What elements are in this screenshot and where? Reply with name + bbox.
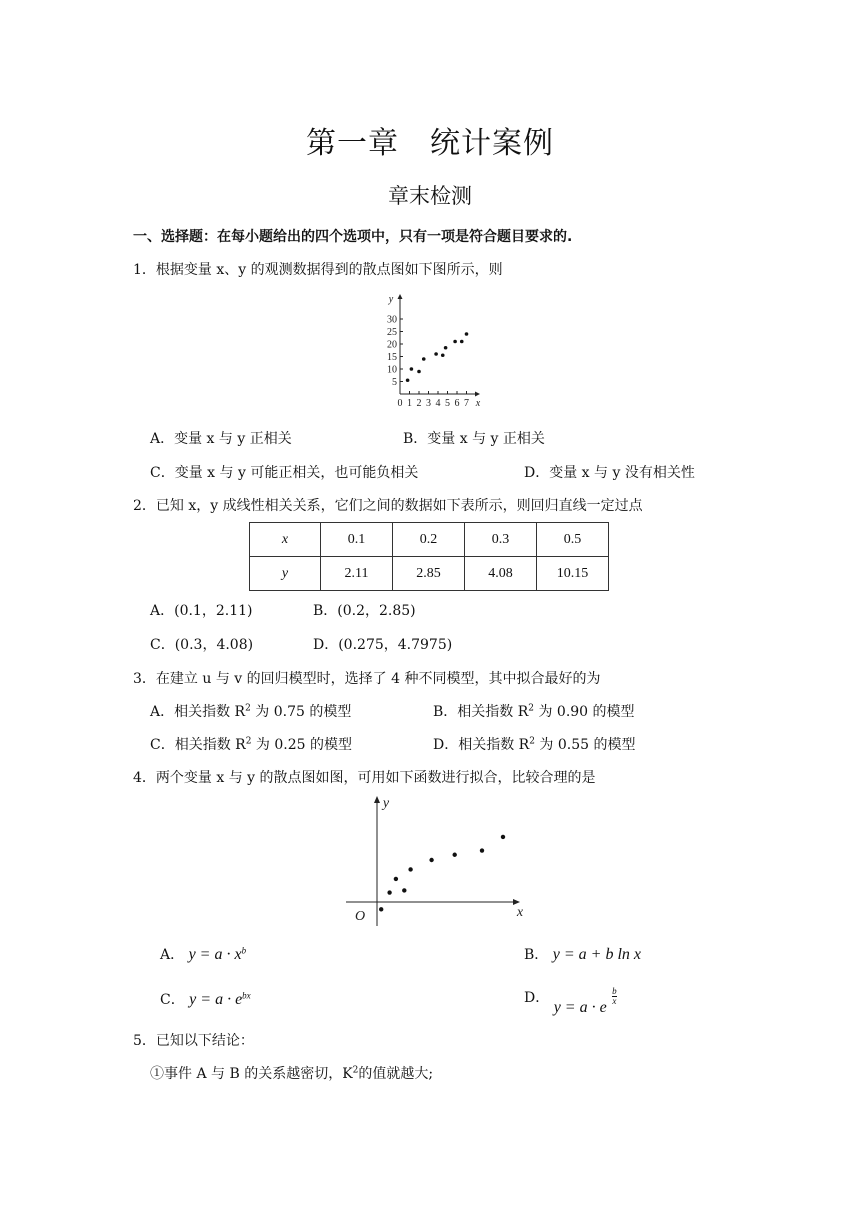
y-axis-arrow xyxy=(374,796,380,803)
data-point xyxy=(434,352,438,356)
x-tick-label: 6 xyxy=(454,398,460,409)
x-axis-label: x xyxy=(475,398,481,409)
x-tick-label: 1 xyxy=(407,398,412,409)
q1-option-d: D．变量 x 与 y 没有相关性 xyxy=(524,465,695,481)
table-cell: y xyxy=(250,557,321,591)
q3-option-a: A．相关指数 $R^2$ 为 0.75 的模型 xyxy=(150,703,352,720)
table-cell: 4.08 xyxy=(465,557,537,591)
y-tick-label: 20 xyxy=(387,339,397,351)
table-cell: 0.1 xyxy=(321,523,393,557)
data-point xyxy=(422,357,426,361)
table-cell: 0.2 xyxy=(393,523,465,557)
x-axis-label: x xyxy=(516,905,524,920)
data-point xyxy=(501,835,505,839)
q1-scatter-chart xyxy=(370,290,500,415)
x-tick-label: 4 xyxy=(435,398,441,409)
data-point xyxy=(406,378,410,382)
section-heading: 一、选择题：在每小题给出的四个选项中，只有一项是符合题目要求的. xyxy=(133,229,573,245)
data-point xyxy=(379,907,383,911)
x-tick-label: 7 xyxy=(464,398,469,409)
q1-option-a: A．变量 x 与 y 正相关 xyxy=(150,431,292,447)
data-point xyxy=(417,370,421,374)
data-point xyxy=(453,853,457,857)
y-tick-label: 10 xyxy=(387,364,397,376)
table-cell: x xyxy=(250,523,321,557)
data-point xyxy=(394,877,398,881)
data-point xyxy=(429,858,433,862)
x-axis-arrow xyxy=(475,392,480,397)
q2-option-d: D．(0.275，4.7975) xyxy=(313,637,453,653)
data-point xyxy=(402,888,406,892)
x-tick-label: 3 xyxy=(426,398,431,409)
q4-option-b: B． y = a + b ln x xyxy=(524,946,641,963)
q3-option-c: C．相关指数 $R^2$ 为 0.25 的模型 xyxy=(150,736,352,753)
data-point xyxy=(444,346,448,350)
data-point xyxy=(465,332,469,336)
y-axis-label: y xyxy=(388,294,394,305)
q2-option-a: A．(0.1，2.11) xyxy=(150,603,253,619)
y-axis-arrow xyxy=(398,294,403,299)
q5-item-1: ①事件 A 与 B 的关系越密切，$K^2$的值就越大; xyxy=(150,1065,434,1082)
q4-scatter-chart xyxy=(340,792,530,932)
x-tick-label: 2 xyxy=(416,398,422,409)
table-cell: 2.11 xyxy=(321,557,393,591)
data-point xyxy=(460,340,464,344)
y-axis-label: y xyxy=(382,796,390,811)
d-exponent-fraction: $\frac{b}{x}$ xyxy=(612,986,617,1006)
table-cell: 0.5 xyxy=(537,523,609,557)
q4-option-c: C． $y = a \cdot e^{bx}$ xyxy=(160,990,251,1008)
origin-label: O xyxy=(354,909,366,924)
question-2-stem: 2．已知 x，y 成线性相关关系，它们之间的数据如下表所示，则回归直线一定过点 xyxy=(133,498,643,514)
q4-option-a: A． $y = a \cdot x^b$ xyxy=(160,945,247,963)
chapter-title: 第一章 统计案例 xyxy=(306,126,554,161)
q3-option-b: B．相关指数 $R^2$ 为 0.90 的模型 xyxy=(433,703,635,720)
table-cell: 10.15 xyxy=(537,557,609,591)
data-point xyxy=(387,890,391,894)
subtitle: 章末检测 xyxy=(388,184,472,208)
q4-option-d: D． y = a · e $\frac{b}{x}$ xyxy=(524,986,617,1016)
question-5-stem: 5．已知以下结论： xyxy=(133,1033,254,1049)
data-point xyxy=(408,867,412,871)
q2-option-c: C．(0.3，4.08) xyxy=(150,637,254,653)
table-cell: 2.85 xyxy=(393,557,465,591)
question-3-stem: 3．在建立 u 与 v 的回归模型时，选择了 4 种不同模型，其中拟合最好的为 xyxy=(133,671,601,687)
data-point xyxy=(453,340,457,344)
y-tick-label: 5 xyxy=(392,377,397,388)
x-tick-label: 5 xyxy=(445,398,450,409)
q2-option-b: B．(0.2，2.85) xyxy=(313,603,416,619)
question-4-stem: 4．两个变量 x 与 y 的散点图如图，可用如下函数进行拟合，比较合理的是 xyxy=(133,770,596,786)
y-tick-label: 15 xyxy=(387,352,397,363)
table-cell: 0.3 xyxy=(465,523,537,557)
q1-option-c: C．变量 x 与 y 可能正相关，也可能负相关 xyxy=(150,465,419,481)
table-row xyxy=(250,523,609,557)
y-tick-label: 25 xyxy=(387,327,397,338)
question-1-stem: 1．根据变量 x、y 的观测数据得到的散点图如下图所示，则 xyxy=(133,262,503,278)
data-point xyxy=(480,848,484,852)
q1-option-b: B．变量 x 与 y 正相关 xyxy=(403,431,545,447)
q3-option-d: D．相关指数 $R^2$ 为 0.55 的模型 xyxy=(433,736,636,753)
y-tick-label: 30 xyxy=(387,314,397,326)
q2-data-table xyxy=(249,522,609,591)
x-tick-label: 0 xyxy=(397,398,403,409)
data-point xyxy=(410,367,414,371)
table-row xyxy=(250,557,609,591)
data-point xyxy=(441,353,445,357)
